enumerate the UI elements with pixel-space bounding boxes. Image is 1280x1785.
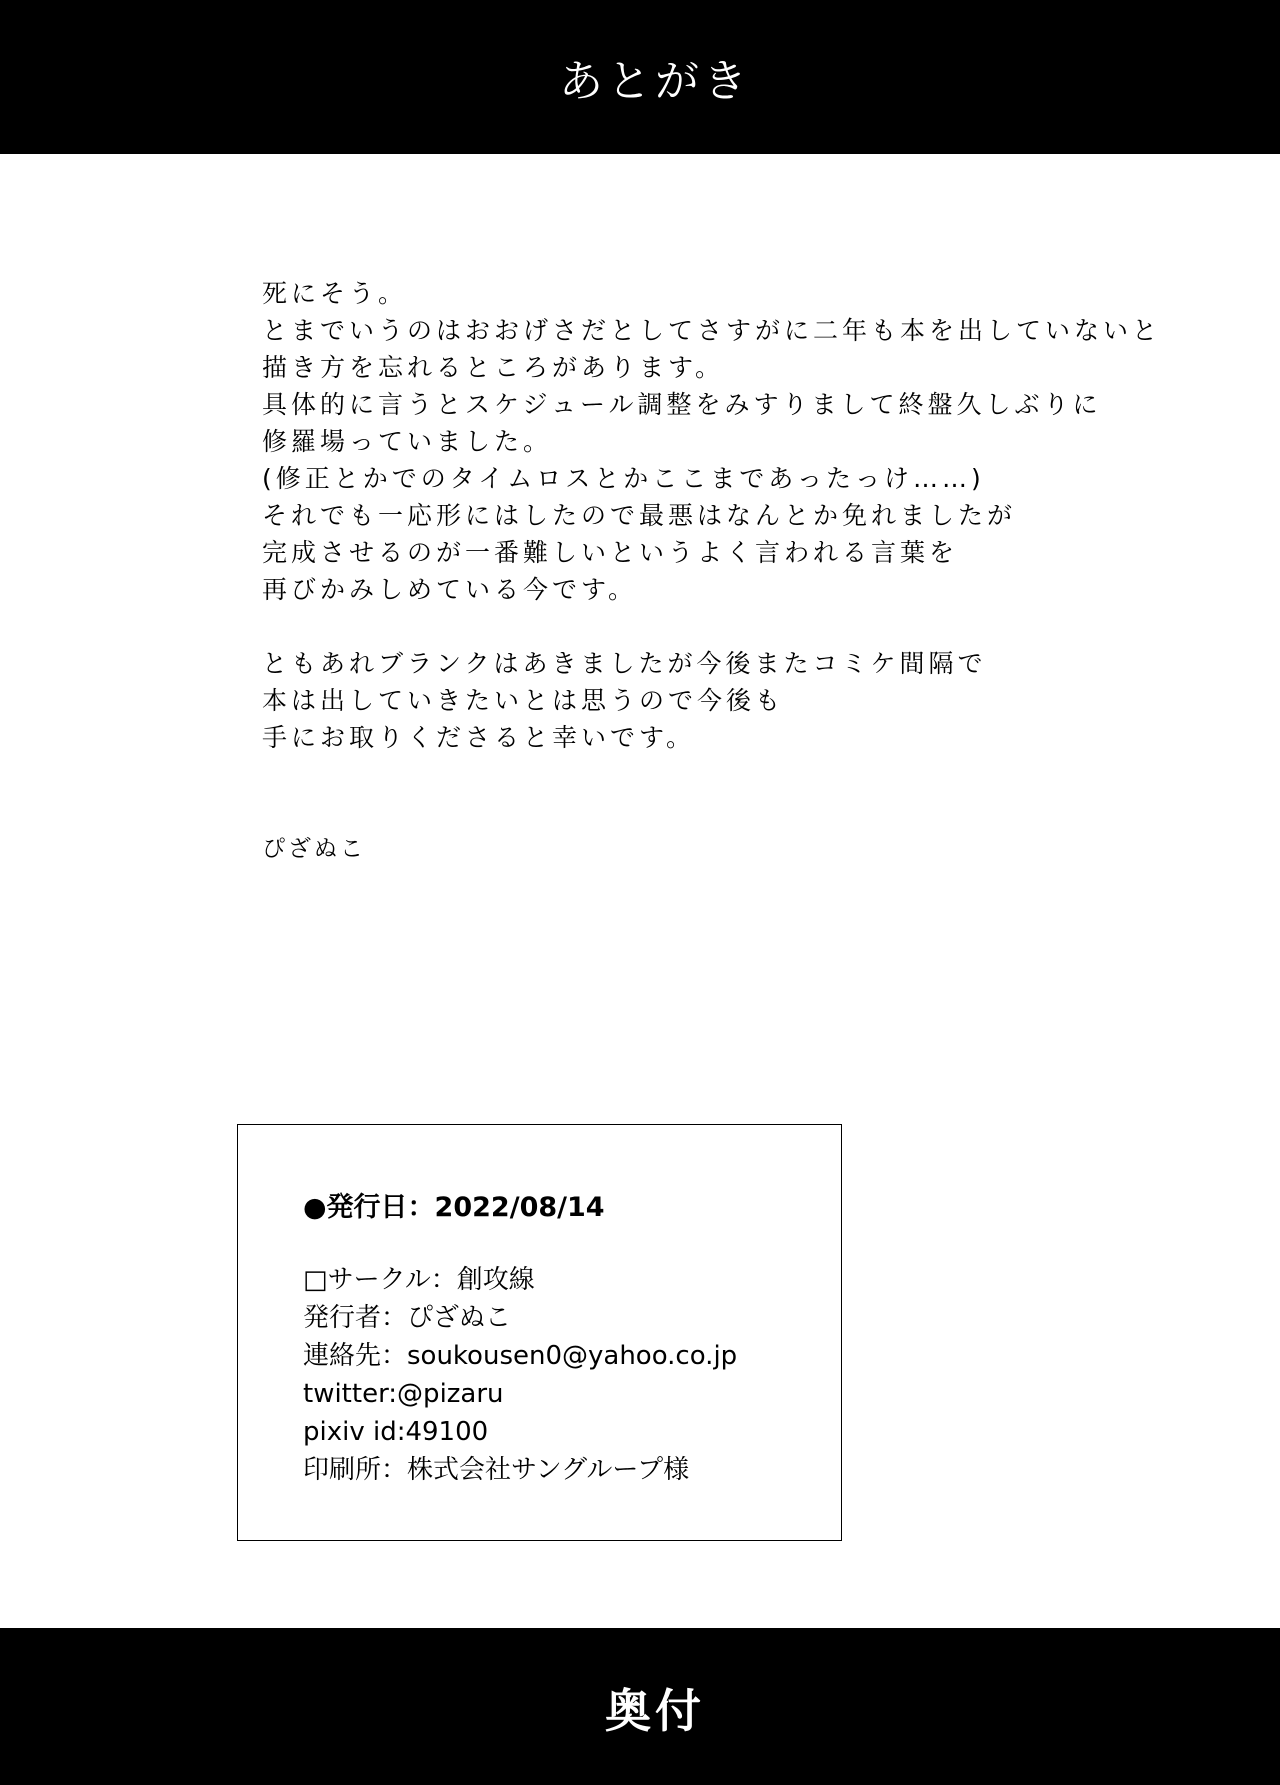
afterword-line: 本は出していきたいとは思うので今後も: [262, 686, 785, 715]
colophon-publisher: 発行者：ぴざぬこ: [303, 1303, 512, 1333]
colophon-twitter: twitter:@pizaru: [303, 1379, 504, 1409]
afterword-line: 死にそう。: [262, 279, 408, 308]
afterword-line: 描き方を忘れるところがあります。: [262, 353, 725, 382]
paragraph-spacer: [262, 608, 1062, 645]
header-band: [0, 0, 1280, 154]
afterword-line: 再びかみしめている今です。: [262, 575, 638, 604]
author-signature: ぴざぬこ: [262, 836, 366, 862]
colophon-circle: □サークル：創攻線: [303, 1265, 535, 1295]
afterword-line: それでも一応形にはしたので最悪はなんとか免れましたが: [262, 501, 1017, 530]
colophon-details: [303, 1261, 737, 1489]
afterword-line: 修羅場っていました。: [262, 427, 553, 456]
colophon-box: [237, 1124, 842, 1541]
afterword-text: [262, 275, 1162, 756]
colophon-printer: 印刷所：株式会社サングループ様: [303, 1455, 690, 1485]
publication-date: ●発行日：2022/08/14: [303, 1192, 605, 1223]
colophon-pixiv: pixiv id:49100: [303, 1417, 489, 1447]
page-title: あとがき: [559, 56, 751, 107]
colophon-contact: 連絡先：soukousen0@yahoo.co.jp: [303, 1341, 738, 1371]
afterword-line: 具体的に言うとスケジュール調整をみすりまして終盤久しぶりに: [262, 390, 1102, 419]
afterword-line: ともあれブランクはあきましたが今後またコミケ間隔で: [262, 649, 987, 678]
footer-title: 奥付: [605, 1683, 705, 1738]
afterword-line: 完成させるのが一番難しいというよく言われる言葉を: [262, 538, 959, 567]
afterword-line: 手にお取りくださると幸いです。: [262, 723, 696, 752]
footer-band: [0, 1628, 1280, 1785]
afterword-line: とまでいうのはおおげさだとしてさすがに二年も本を出していないと: [262, 316, 1162, 345]
afterword-line: (修正とかでのタイムロスとかここまであったっけ……): [262, 464, 985, 493]
